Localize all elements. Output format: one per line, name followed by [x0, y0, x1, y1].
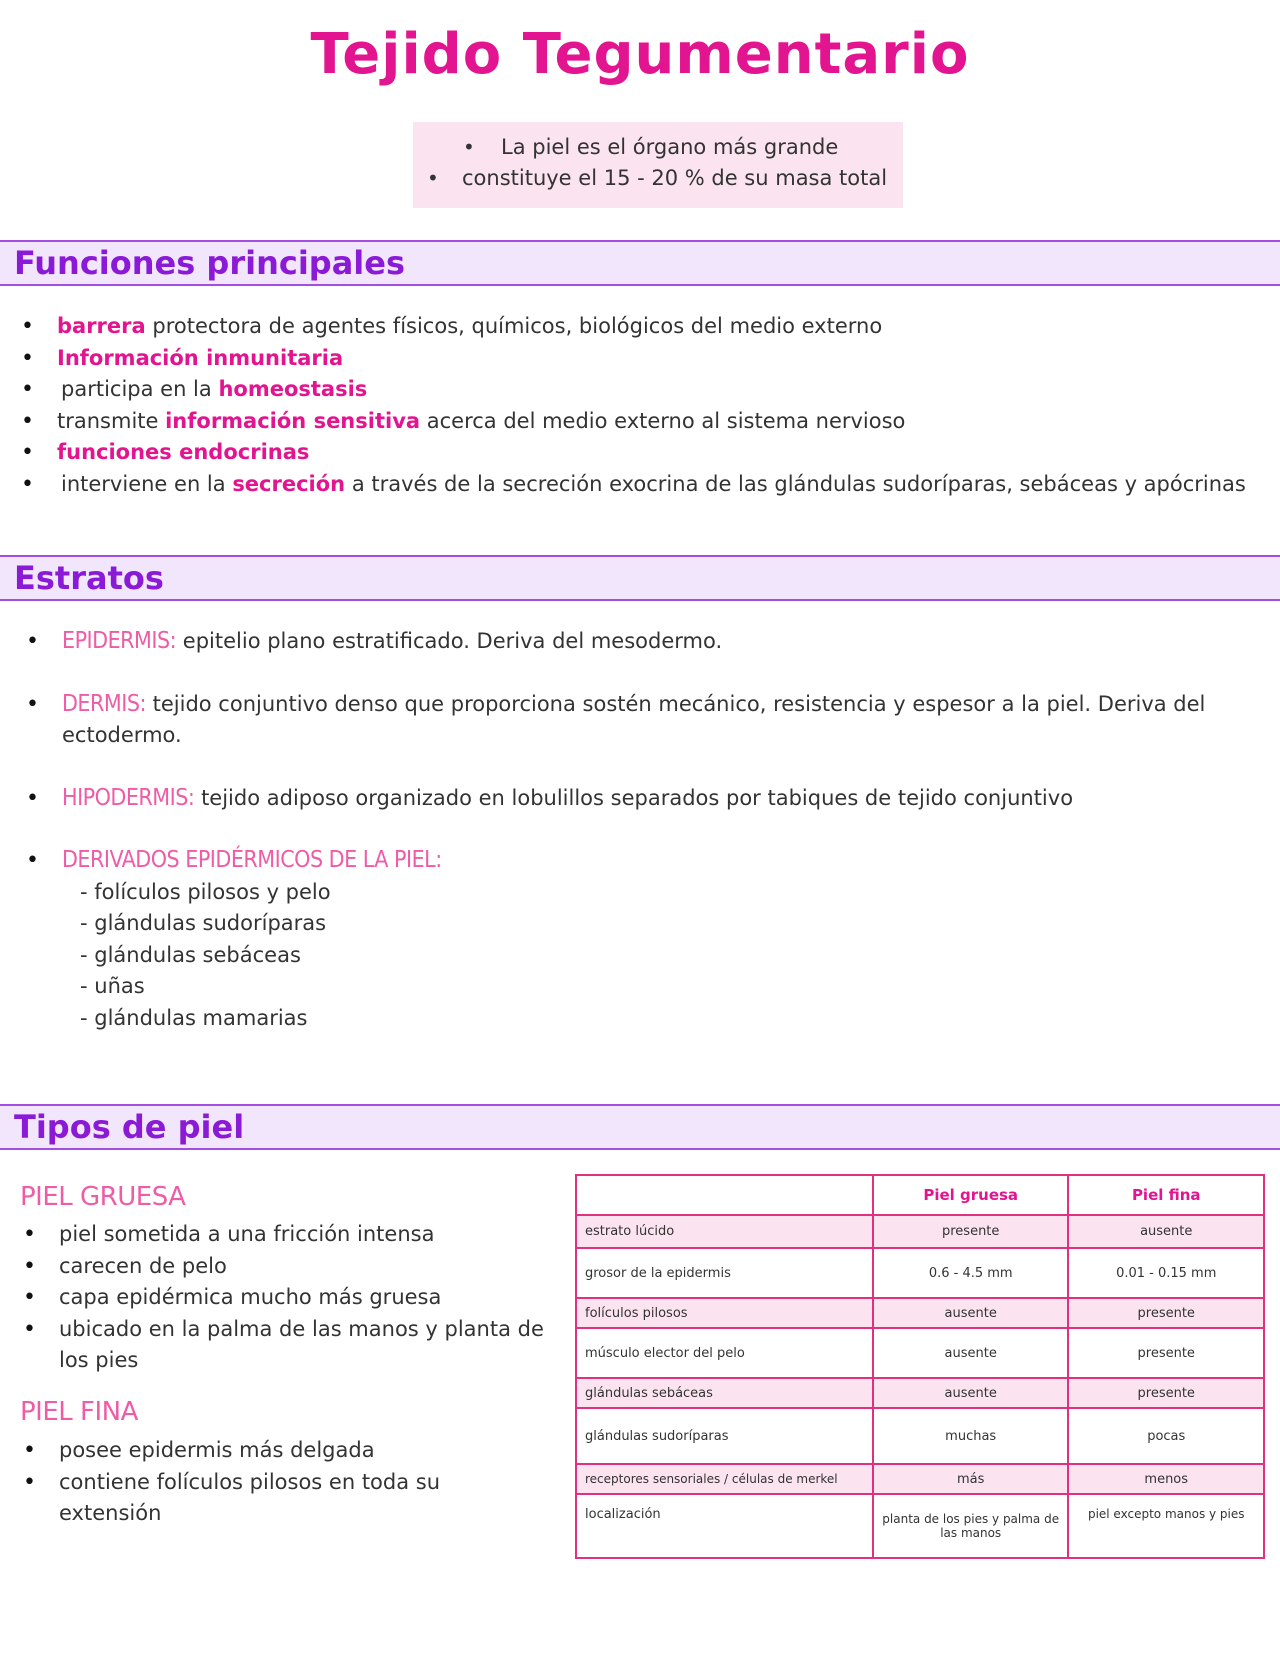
list-item: • ubicado en la palma de las manos y planta de los pies — [59, 1314, 544, 1377]
section-header-funciones: Funciones principales — [0, 240, 1280, 286]
table-row: grosor de la epidermis 0.6 - 4.5 mm 0.01 - 0.15 mm — [576, 1248, 1264, 1298]
list-item: • interviene en la secreción a través de la secreción exocrina de las glándulas sudoríparas, sebáceas y apócrinas — [57, 469, 1257, 501]
section-header-estratos: Estratos — [0, 555, 1280, 601]
table-header-cell: Piel fina — [1068, 1175, 1264, 1215]
list-item: • barrera protectora de agentes físicos, químicos, biológicos del medio externo — [57, 311, 1257, 343]
table-header-row — [576, 1175, 1264, 1215]
intro-item: • La piel es el órgano más grande — [463, 135, 839, 159]
derivado-item: - glándulas mamarias — [80, 1005, 308, 1030]
intro-item: • constituye el 15 - 20 % de su masa total — [427, 166, 888, 190]
list-item: • piel sometida a una fricción intensa — [59, 1219, 544, 1251]
piel-gruesa-list — [59, 1219, 544, 1377]
list-item: • Información inmunitaria — [57, 343, 1257, 375]
list-item: • funciones endocrinas — [57, 437, 1257, 469]
table-row: folículos pilosos ausente presente — [576, 1298, 1264, 1328]
table-row: glándulas sudoríparas muchas pocas — [576, 1408, 1264, 1464]
funciones-list — [57, 311, 1257, 500]
intro-box — [413, 122, 903, 208]
list-item: • DERIVADOS EPIDÉRMICOS DE LA PIEL: - folículos pilosos y pelo - glándulas sudoríparas - glándulas sebáceas - uñas - glándulas mamarias — [62, 845, 1212, 1034]
page-title: Tejido Tegumentario — [310, 22, 970, 87]
comparison-table — [575, 1174, 1265, 1559]
derivado-item: - folículos pilosos y pelo — [80, 879, 331, 904]
table-row: glándulas sebáceas ausente presente — [576, 1378, 1264, 1408]
piel-gruesa-heading: PIEL GRUESA — [20, 1182, 186, 1212]
list-item: • contiene folículos pilosos en toda su extensión — [59, 1467, 479, 1530]
list-item: • DERMIS: tejido conjuntivo denso que proporciona sostén mecánico, resistencia y espesor a la piel. Deriva del ectodermo. — [62, 689, 1212, 752]
piel-fina-list — [59, 1435, 479, 1530]
list-item: • EPIDERMIS: epitelio plano estratificado. Deriva del mesodermo. — [62, 626, 1212, 658]
table-row: localización planta de los pies y palma de las manos piel excepto manos y pies — [576, 1494, 1264, 1558]
list-item: • posee epidermis más delgada — [59, 1435, 479, 1467]
piel-fina-heading: PIEL FINA — [20, 1397, 138, 1427]
table-header-cell: Piel gruesa — [873, 1175, 1069, 1215]
list-item: • HIPODERMIS: tejido adiposo organizado en lobulillos separados por tabiques de tejido conjuntivo — [62, 783, 1212, 815]
derivado-item: - glándulas sebáceas — [80, 942, 301, 967]
list-item: • carecen de pelo — [59, 1251, 544, 1283]
list-item: • participa en la homeostasis — [57, 374, 1257, 406]
table-row: estrato lúcido presente ausente — [576, 1215, 1264, 1248]
list-item: • transmite información sensitiva acerca del medio externo al sistema nervioso — [57, 406, 1257, 438]
derivado-item: - uñas — [80, 974, 145, 998]
table-row: músculo elector del pelo ausente presente — [576, 1328, 1264, 1378]
table-header-cell — [576, 1175, 873, 1215]
list-item: • capa epidérmica mucho más gruesa — [59, 1282, 544, 1314]
table-row: receptores sensoriales / células de merkel más menos — [576, 1464, 1264, 1494]
section-header-tipos: Tipos de piel — [0, 1104, 1280, 1150]
estratos-list — [62, 626, 1212, 1034]
derivado-item: - glándulas sudoríparas — [80, 911, 327, 935]
